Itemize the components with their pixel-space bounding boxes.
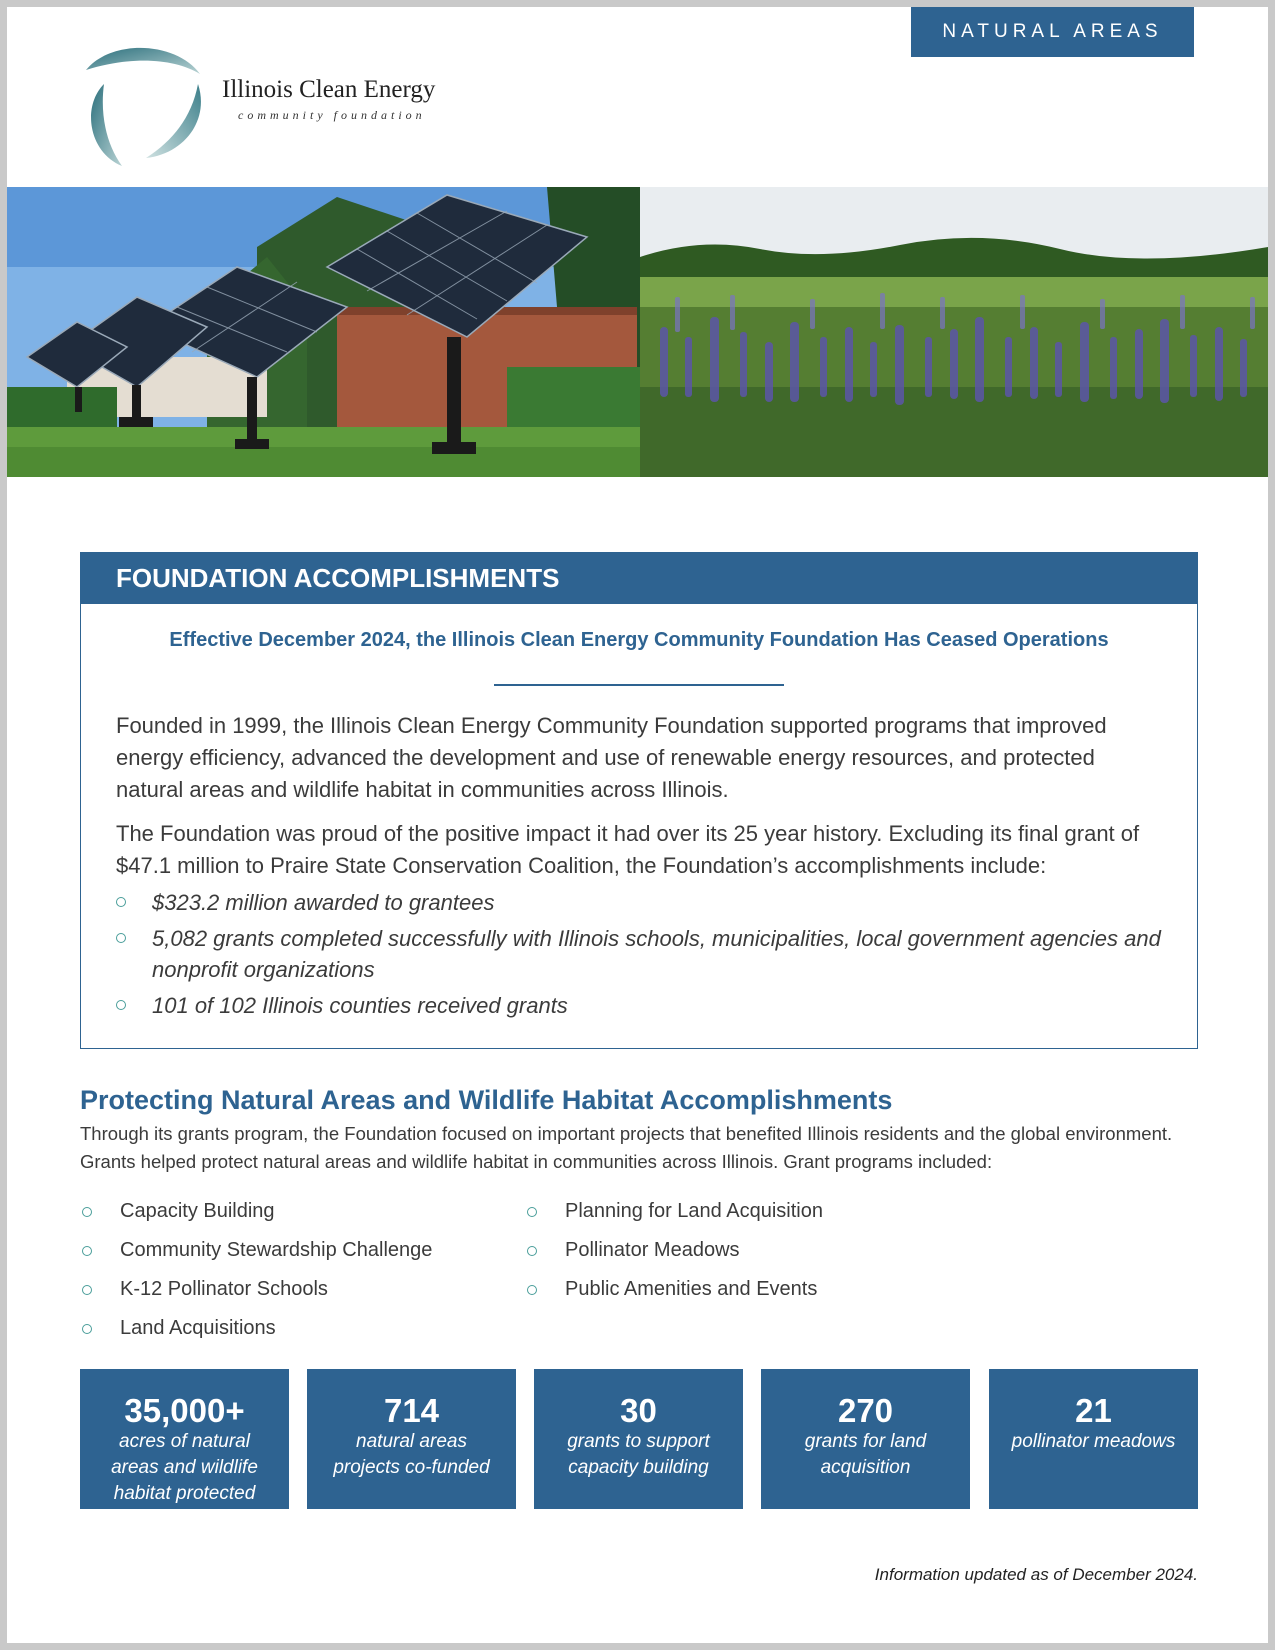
stat-card-acres bbox=[80, 1369, 289, 1509]
paragraph-impact: The Foundation was proud of the positive impact it had over its 25 year history. Excluding its final grant of $47.1 million to Praire State Conservation Coalition, the Foundation’s accomplishments include: bbox=[116, 820, 1140, 878]
section-title: Protecting Natural Areas and Wildlife Habitat Accomplishments bbox=[80, 1085, 893, 1115]
accomplishments-subtitle: Effective December 2024, the Illinois Clean Energy Community Foundation Has Ceased Operations bbox=[169, 629, 1109, 651]
list-item: Community Stewardship Challenge bbox=[80, 1239, 432, 1262]
stat-label: grants for land acquisition bbox=[804, 1431, 927, 1478]
logo-name: Illinois Clean Energy bbox=[222, 76, 436, 103]
stat-card-land bbox=[761, 1369, 970, 1509]
paragraph-history: Founded in 1999, the Illinois Clean Energy Community Foundation supported programs that improved energy efficiency, advanced the development and use of renewable energy resources, and protected natural areas and wildlife habitat in communities across Illinois. bbox=[116, 712, 1107, 802]
grant-programs-list bbox=[80, 1200, 980, 1360]
category-tab: NATURAL AREAS bbox=[911, 7, 1194, 57]
circle-bullet-icon bbox=[82, 1207, 92, 1217]
circle-bullet-icon bbox=[116, 933, 126, 943]
list-item: 101 of 102 Illinois counties received grants bbox=[116, 990, 1167, 1021]
page bbox=[7, 7, 1268, 1643]
circle-bullet-icon bbox=[82, 1246, 92, 1256]
foundation-accomplishments-box bbox=[80, 552, 1198, 1049]
circle-bullet-icon bbox=[527, 1207, 537, 1217]
list-item: Pollinator Meadows bbox=[525, 1239, 740, 1262]
list-item: Public Amenities and Events bbox=[525, 1278, 817, 1301]
stat-card-capacity bbox=[534, 1369, 743, 1509]
divider bbox=[494, 684, 784, 686]
stat-label: acres of natural areas and wildlife habitat protected bbox=[111, 1431, 258, 1504]
lupine-meadow-photo bbox=[640, 187, 1268, 477]
stat-value: 270 bbox=[837, 1392, 894, 1429]
stat-value: 21 bbox=[1075, 1392, 1112, 1429]
stat-label: pollinator meadows bbox=[1011, 1431, 1176, 1452]
list-item: 5,082 grants completed successfully with Illinois schools, municipalities, local government agencies and nonprofit organizations bbox=[116, 923, 1167, 985]
circle-bullet-icon bbox=[82, 1324, 92, 1334]
accomplishments-heading: FOUNDATION ACCOMPLISHMENTS bbox=[81, 553, 1197, 604]
stat-value: 30 bbox=[620, 1392, 657, 1429]
stat-card-projects bbox=[307, 1369, 516, 1509]
list-item: Planning for Land Acquisition bbox=[525, 1200, 823, 1223]
footer-note: Information updated as of December 2024. bbox=[874, 1565, 1198, 1584]
circle-bullet-icon bbox=[116, 897, 126, 907]
accomplishments-body bbox=[81, 710, 1197, 1021]
circle-bullet-icon bbox=[527, 1246, 537, 1256]
list-item: K-12 Pollinator Schools bbox=[80, 1278, 328, 1301]
accomplishments-list bbox=[116, 887, 1167, 1021]
solar-panels-photo bbox=[7, 187, 647, 477]
list-item: $323.2 million awarded to grantees bbox=[116, 887, 1167, 918]
foundation-logo bbox=[82, 44, 502, 169]
stat-value: 714 bbox=[383, 1392, 440, 1429]
stats-row bbox=[80, 1369, 1198, 1509]
list-item: Capacity Building bbox=[80, 1200, 275, 1223]
pinwheel-logo-icon bbox=[82, 44, 212, 169]
circle-bullet-icon bbox=[82, 1285, 92, 1295]
logo-subtitle: community foundation bbox=[238, 108, 426, 122]
list-item: Land Acquisitions bbox=[80, 1317, 276, 1340]
stat-card-meadows bbox=[989, 1369, 1198, 1509]
section-intro: Through its grants program, the Foundation focused on important projects that benefited Illinois residents and the global environment. Grants helped protect natural areas and wildlife habitat in communities across Illinois. Grant programs included: bbox=[80, 1123, 1173, 1172]
stat-label: grants to support capacity building bbox=[567, 1431, 710, 1478]
stat-value: 35,000+ bbox=[124, 1392, 245, 1429]
circle-bullet-icon bbox=[116, 1000, 126, 1010]
stat-label: natural areas projects co-funded bbox=[333, 1431, 490, 1478]
circle-bullet-icon bbox=[527, 1285, 537, 1295]
hero-images bbox=[7, 187, 1268, 477]
